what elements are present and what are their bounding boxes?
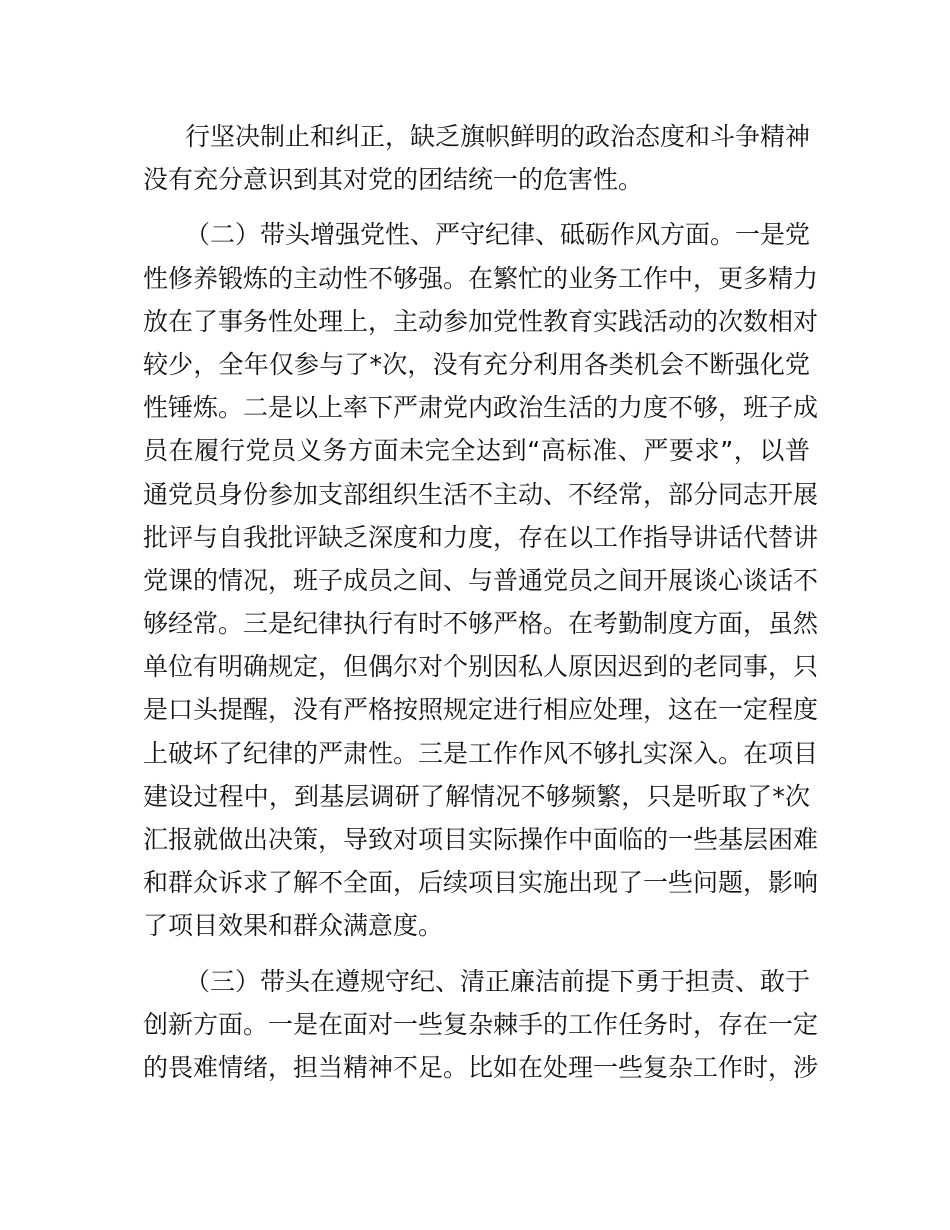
- paragraph: [143, 213, 819, 947]
- text-line: 批评与自我批评缺乏深度和力度，存在以工作指导讲话代替讲: [143, 522, 819, 552]
- text-line: 和群众诉求了解不全面，后续项目实施出现了一些问题，影响: [143, 868, 819, 898]
- text-line: （三）带头在遵规守纪、清正廉洁前提下勇于担责、敢于: [185, 966, 811, 996]
- paragraph: [143, 115, 810, 201]
- text-line: 较少，全年仅参与了*次，没有充分利用各类机会不断强化党: [143, 349, 810, 379]
- text-line: 上破坏了纪律的严肃性。三是工作作风不够扎实深入。在项目: [143, 738, 819, 768]
- text-line: 建设过程中，到基层调研了解情况不够频繁，只是听取了*次: [143, 781, 810, 811]
- text-line: 放在了事务性处理上，主动参加党性教育实践活动的次数相对: [143, 306, 819, 336]
- text-line: 是口头提醒，没有严格按照规定进行相应处理，这在一定程度: [143, 695, 819, 725]
- paragraph: [143, 960, 819, 1090]
- text-line: 性锤炼。二是以上率下严肃党内政治生活的力度不够，班子成: [143, 393, 819, 423]
- text-line: 够经常。三是纪律执行有时不够严格。在考勤制度方面，虽然: [143, 609, 819, 639]
- text-line: 党课的情况，班子成员之间、与普通党员之间开展谈心谈话不: [143, 565, 819, 595]
- text-line: 汇报就做出决策，导致对项目实际操作中面临的一些基层困难: [143, 825, 819, 854]
- text-line: 通党员身份参加支部组织生活不主动、不经常，部分同志开展: [143, 479, 819, 509]
- text-line: 创新方面。一是在面对一些复杂棘手的工作任务时，存在一定: [143, 1009, 819, 1039]
- text-line: 了项目效果和群众满意度。: [143, 911, 444, 941]
- text-line: 没有充分意识到其对党的团结统一的危害性。: [143, 165, 644, 195]
- text-line: 的畏难情绪，担当精神不足。比如在处理一些复杂工作时，涉: [143, 1052, 819, 1082]
- text-line: 员在履行党员义务方面未完全达到“高标准、严要求”，以普: [143, 436, 810, 466]
- document-page: [143, 115, 819, 1089]
- text-line: 单位有明确规定，但偶尔对个别因私人原因迟到的老同事，只: [143, 652, 819, 682]
- text-line: 行坚决制止和纠正，缺乏旗帜鲜明的政治态度和斗争精神: [185, 122, 811, 151]
- text-line: （二）带头增强党性、严守纪律、砥砺作风方面。一是党: [185, 220, 811, 250]
- text-line: 性修养锻炼的主动性不够强。在繁忙的业务工作中，更多精力: [143, 263, 819, 293]
